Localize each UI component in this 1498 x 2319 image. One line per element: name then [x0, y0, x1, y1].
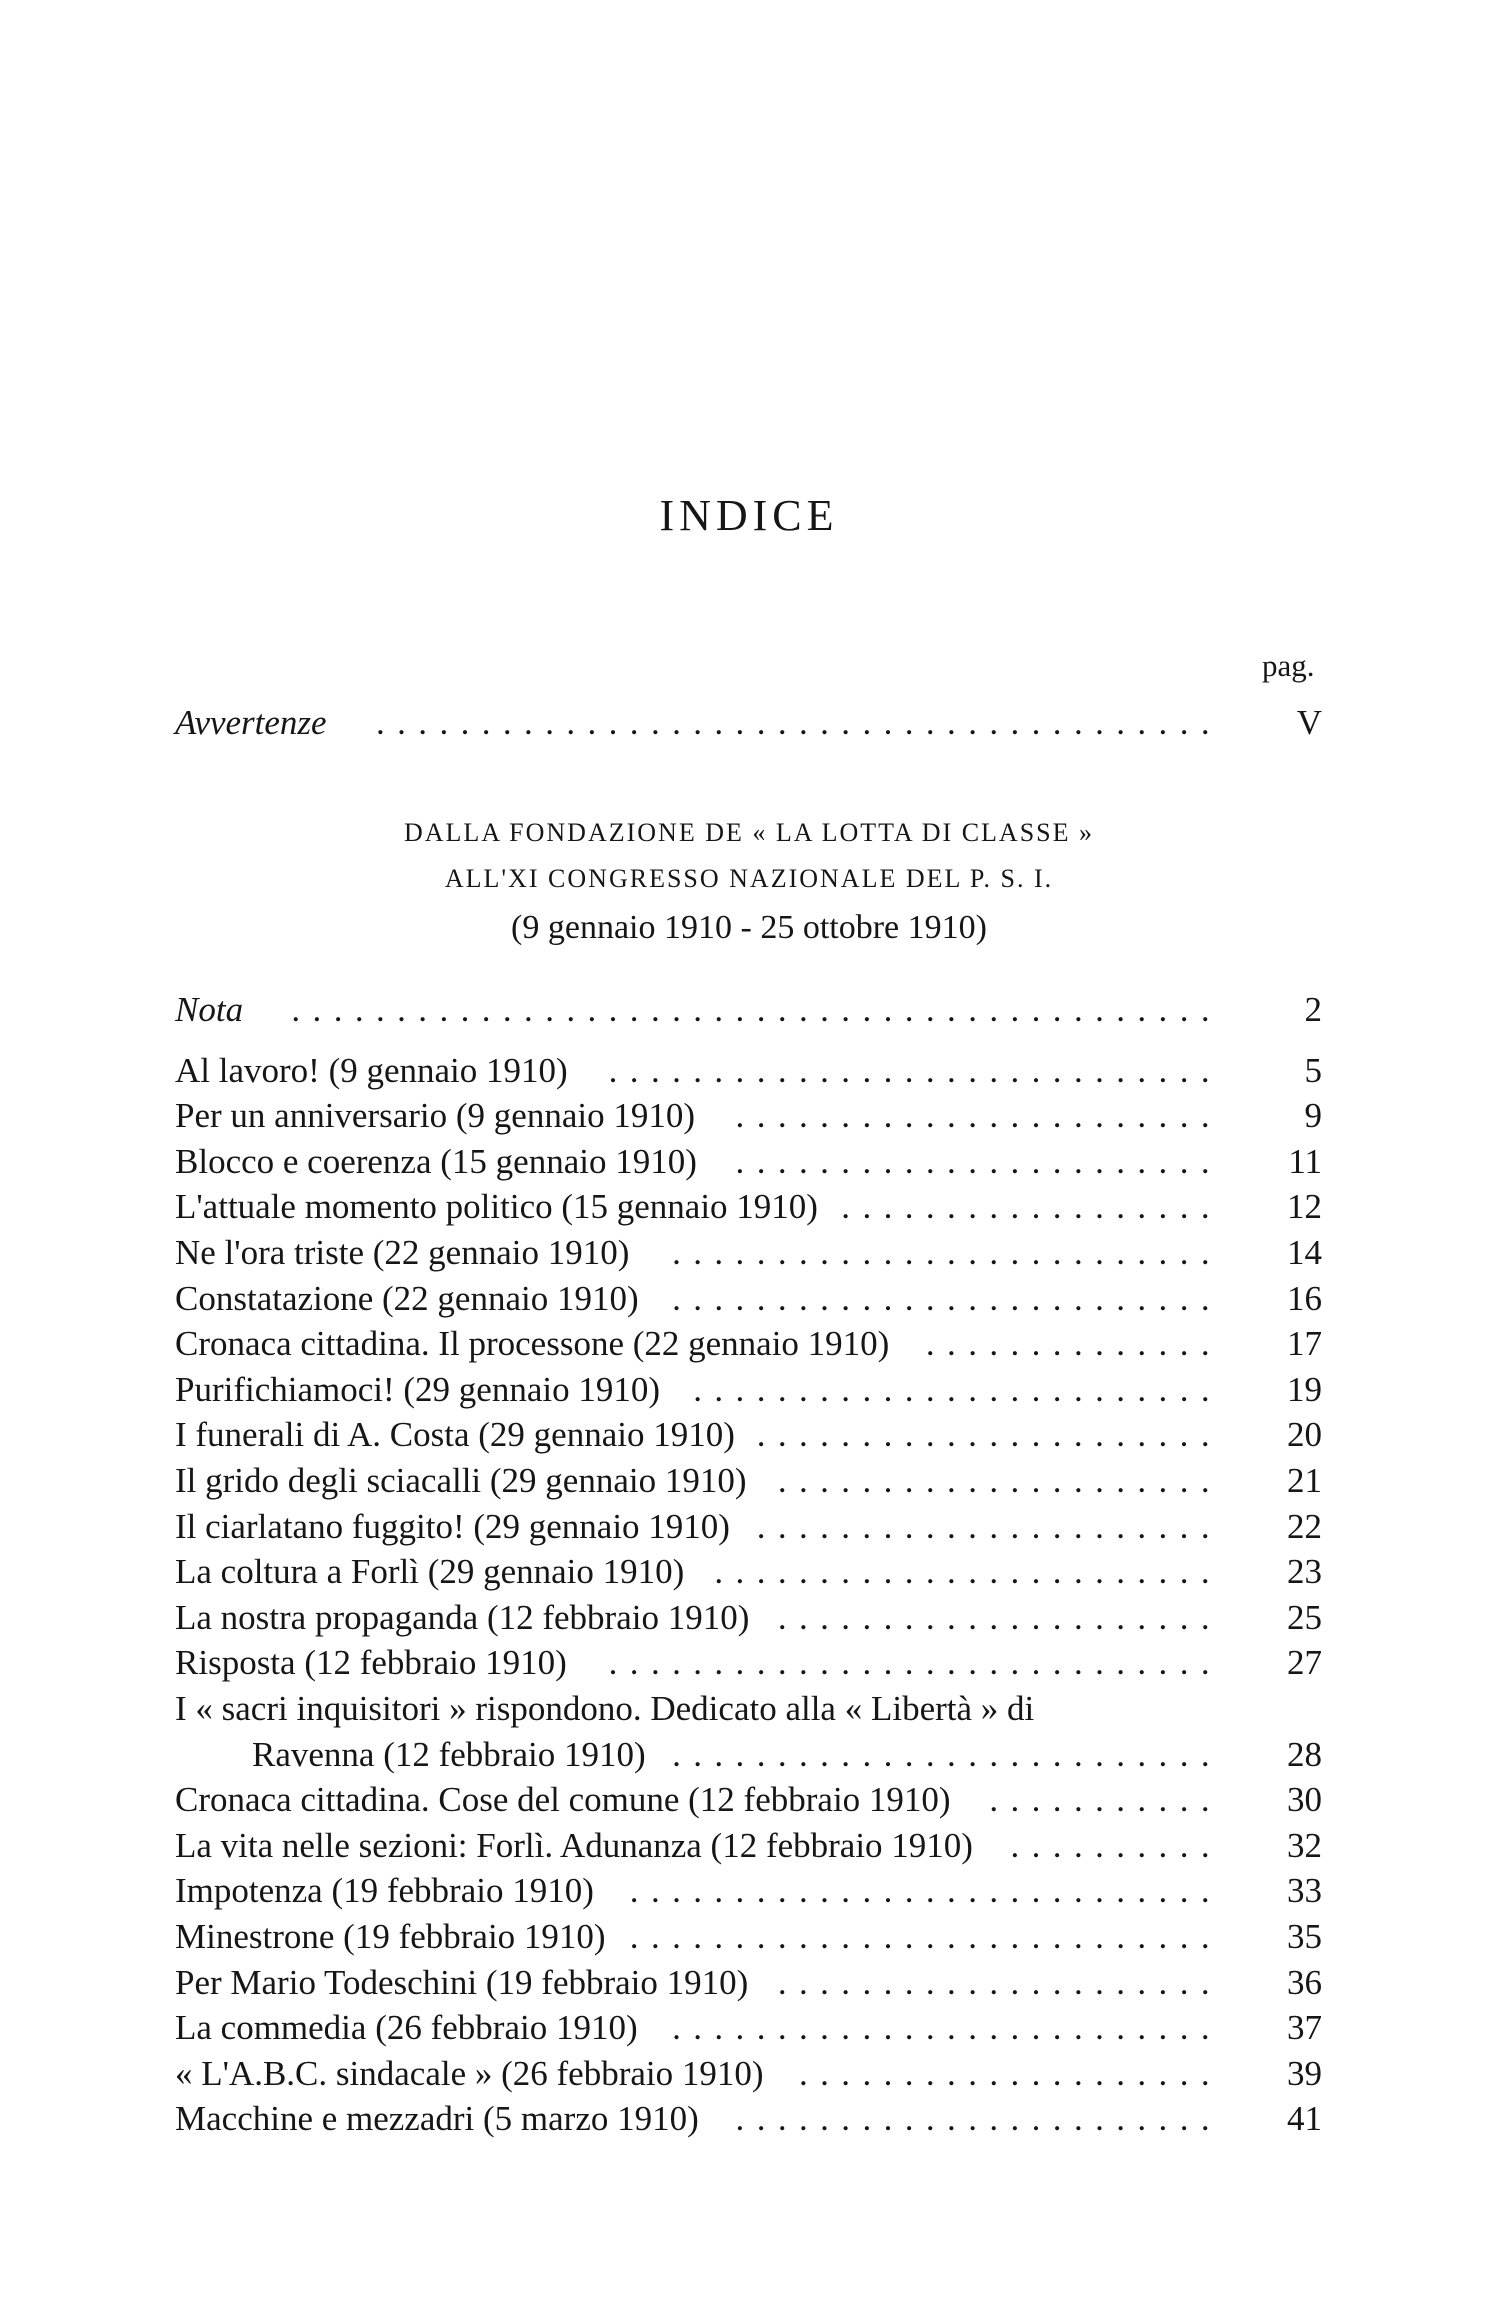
toc-row: [0, 1777, 1498, 1823]
toc-page-number: 19: [1287, 1370, 1322, 1409]
toc-leader-dots: ..........................: [672, 1233, 1222, 1272]
page-column-label: pag.: [1262, 648, 1315, 683]
toc-entry-title: Avvertenze: [175, 703, 327, 742]
toc-entry-title: La nostra propaganda (12 febbraio 1910): [175, 1598, 750, 1637]
toc-entry-title: La commedia (26 febbraio 1910): [175, 2008, 638, 2047]
toc-entry-title: Al lavoro! (9 gennaio 1910): [175, 1051, 568, 1090]
toc-leader-dots: ..........................: [672, 1735, 1222, 1774]
toc-page-number: 22: [1287, 1507, 1322, 1546]
toc-leader-dots: ..............: [925, 1324, 1222, 1363]
toc-page-number: 14: [1287, 1233, 1322, 1272]
toc-row: [0, 1412, 1498, 1458]
toc-entry-title: Impotenza (19 febbraio 1910): [175, 1871, 594, 1910]
toc-entry-title: Purifichiamoci! (29 gennaio 1910): [175, 1370, 661, 1409]
toc-page-number: 21: [1287, 1461, 1322, 1500]
toc-leader-dots: .....................: [777, 1963, 1222, 2002]
toc-leader-dots: ..........................: [672, 1279, 1222, 1318]
toc-entry-title: Per un anniversario (9 gennaio 1910): [175, 1096, 695, 1135]
toc-page-number: 9: [1304, 1096, 1322, 1135]
toc-row: [0, 2005, 1498, 2051]
toc-row: [0, 1093, 1498, 1139]
toc-page-number: 33: [1287, 1871, 1322, 1910]
page-title: INDICE: [659, 491, 839, 540]
toc-row: [0, 1184, 1498, 1230]
toc-row: [0, 1504, 1498, 1550]
toc-row: [0, 1139, 1498, 1185]
toc-leader-dots: .......................: [735, 1096, 1222, 1135]
toc-page-number: 23: [1287, 1552, 1322, 1591]
toc-leader-dots: ..................: [841, 1187, 1222, 1226]
toc-page-number: 17: [1287, 1324, 1322, 1363]
toc-leader-dots: ........................: [714, 1552, 1222, 1591]
toc-entry-title: « L'A.B.C. sindacale » (26 febbraio 1910): [175, 2054, 764, 2093]
toc-leader-dots: .............................: [608, 1643, 1222, 1682]
toc-leader-dots: ......................: [756, 1507, 1222, 1546]
toc-leader-dots: ..........: [1010, 1826, 1222, 1865]
toc-page-number: 32: [1287, 1826, 1322, 1865]
toc-entry-title: Per Mario Todeschini (19 febbraio 1910): [175, 1963, 749, 2002]
toc-row: [0, 1321, 1498, 1367]
section-heading-line1: DALLA FONDAZIONE DE « LA LOTTA DI CLASSE »: [404, 818, 1094, 847]
toc-entry-title: Macchine e mezzadri (5 marzo 1910): [175, 2099, 699, 2138]
toc-leader-dots: ............................: [629, 1871, 1222, 1910]
toc-leader-dots: ..........................: [672, 2008, 1222, 2047]
toc-leader-dots: ............................: [629, 1917, 1222, 1956]
toc-page-number: 36: [1287, 1963, 1322, 2002]
toc-row: [0, 1823, 1498, 1869]
toc-row: [0, 1549, 1498, 1595]
toc-leader-dots: ........................................: [376, 703, 1222, 742]
toc-entry-title: Cronaca cittadina. Cose del comune (12 febbraio 1910): [175, 1780, 951, 1819]
toc-leader-dots: .........................: [693, 1370, 1222, 1409]
toc-entry-title: La coltura a Forlì (29 gennaio 1910): [175, 1552, 685, 1591]
toc-row: [0, 1230, 1498, 1276]
section-dates: (9 gennaio 1910 - 25 ottobre 1910): [511, 909, 987, 946]
toc-row: [0, 1458, 1498, 1504]
toc-entry-title: Nota: [175, 990, 244, 1029]
toc-row: [0, 987, 1498, 1033]
toc-entry-title: Minestrone (19 febbraio 1910): [175, 1917, 606, 1956]
toc-entry-title: Il grido degli sciacalli (29 gennaio 1910): [175, 1461, 747, 1500]
toc-entry-title: I funerali di A. Costa (29 gennaio 1910): [175, 1415, 735, 1454]
toc-row: [0, 1868, 1498, 1914]
toc-entry-title: La vita nelle sezioni: Forlì. Adunanza (12 febbraio 1910): [175, 1826, 973, 1865]
toc-entry-title: L'attuale momento politico (15 gennaio 1910): [175, 1187, 818, 1226]
toc-entry-title: I « sacri inquisitori » rispondono. Dedicato alla « Libertà » di: [175, 1689, 1035, 1728]
toc-row: [0, 1048, 1498, 1094]
toc-leader-dots: .....................: [777, 1598, 1222, 1637]
toc-entry-title: Cronaca cittadina. Il processone (22 gennaio 1910): [175, 1324, 890, 1363]
toc-row: [0, 1960, 1498, 2006]
toc-leader-dots: .......................: [735, 2099, 1222, 2138]
toc-entry-title: Risposta (12 febbraio 1910): [175, 1643, 567, 1682]
toc-row: [0, 1732, 1498, 1778]
toc-row: [0, 1686, 1498, 1732]
toc-page-number: 35: [1287, 1917, 1322, 1956]
toc-page-number: 11: [1288, 1142, 1322, 1181]
toc-entry-title: Ne l'ora triste (22 gennaio 1910): [175, 1233, 630, 1272]
toc-page-number: V: [1296, 703, 1322, 742]
toc-row: [0, 1914, 1498, 1960]
toc-page-number: 37: [1287, 2008, 1322, 2047]
toc-page-number: 16: [1287, 1279, 1322, 1318]
toc-row: [0, 2051, 1498, 2097]
toc-entry-title: Il ciarlatano fuggito! (29 gennaio 1910): [175, 1507, 730, 1546]
toc-row: [0, 700, 1498, 746]
toc-entry-title: Ravenna (12 febbraio 1910): [252, 1735, 646, 1774]
toc-row: [0, 1595, 1498, 1641]
toc-page-number: 27: [1287, 1643, 1322, 1682]
toc-leader-dots: ....................: [799, 2054, 1222, 2093]
toc-leader-dots: ......................: [756, 1415, 1222, 1454]
toc-entry-title: Blocco e coerenza (15 gennaio 1910): [175, 1142, 697, 1181]
toc-page-number: 2: [1304, 990, 1322, 1029]
toc-page-number: 30: [1287, 1780, 1322, 1819]
toc-leader-dots: .......................: [735, 1142, 1222, 1181]
toc-leader-dots: .....................: [777, 1461, 1222, 1500]
toc-entry-title: Constatazione (22 gennaio 1910): [175, 1279, 639, 1318]
toc-page-number: 12: [1287, 1187, 1322, 1226]
toc-page-number: 5: [1304, 1051, 1322, 1090]
toc-page-number: 20: [1287, 1415, 1322, 1454]
toc-page-number: 28: [1287, 1735, 1322, 1774]
toc-leader-dots: ...........: [989, 1780, 1222, 1819]
toc-row: [0, 1640, 1498, 1686]
toc-row: [0, 1367, 1498, 1413]
toc-row: [0, 1276, 1498, 1322]
toc-page-number: 25: [1287, 1598, 1322, 1637]
section-heading-line2: ALL'XI CONGRESSO NAZIONALE DEL P. S. I.: [444, 864, 1054, 893]
toc-page-number: 39: [1287, 2054, 1322, 2093]
toc-page-number: 41: [1287, 2099, 1322, 2138]
toc-leader-dots: .............................: [608, 1051, 1222, 1090]
toc-leader-dots: ............................................: [291, 990, 1222, 1029]
toc-row: [0, 2096, 1498, 2142]
